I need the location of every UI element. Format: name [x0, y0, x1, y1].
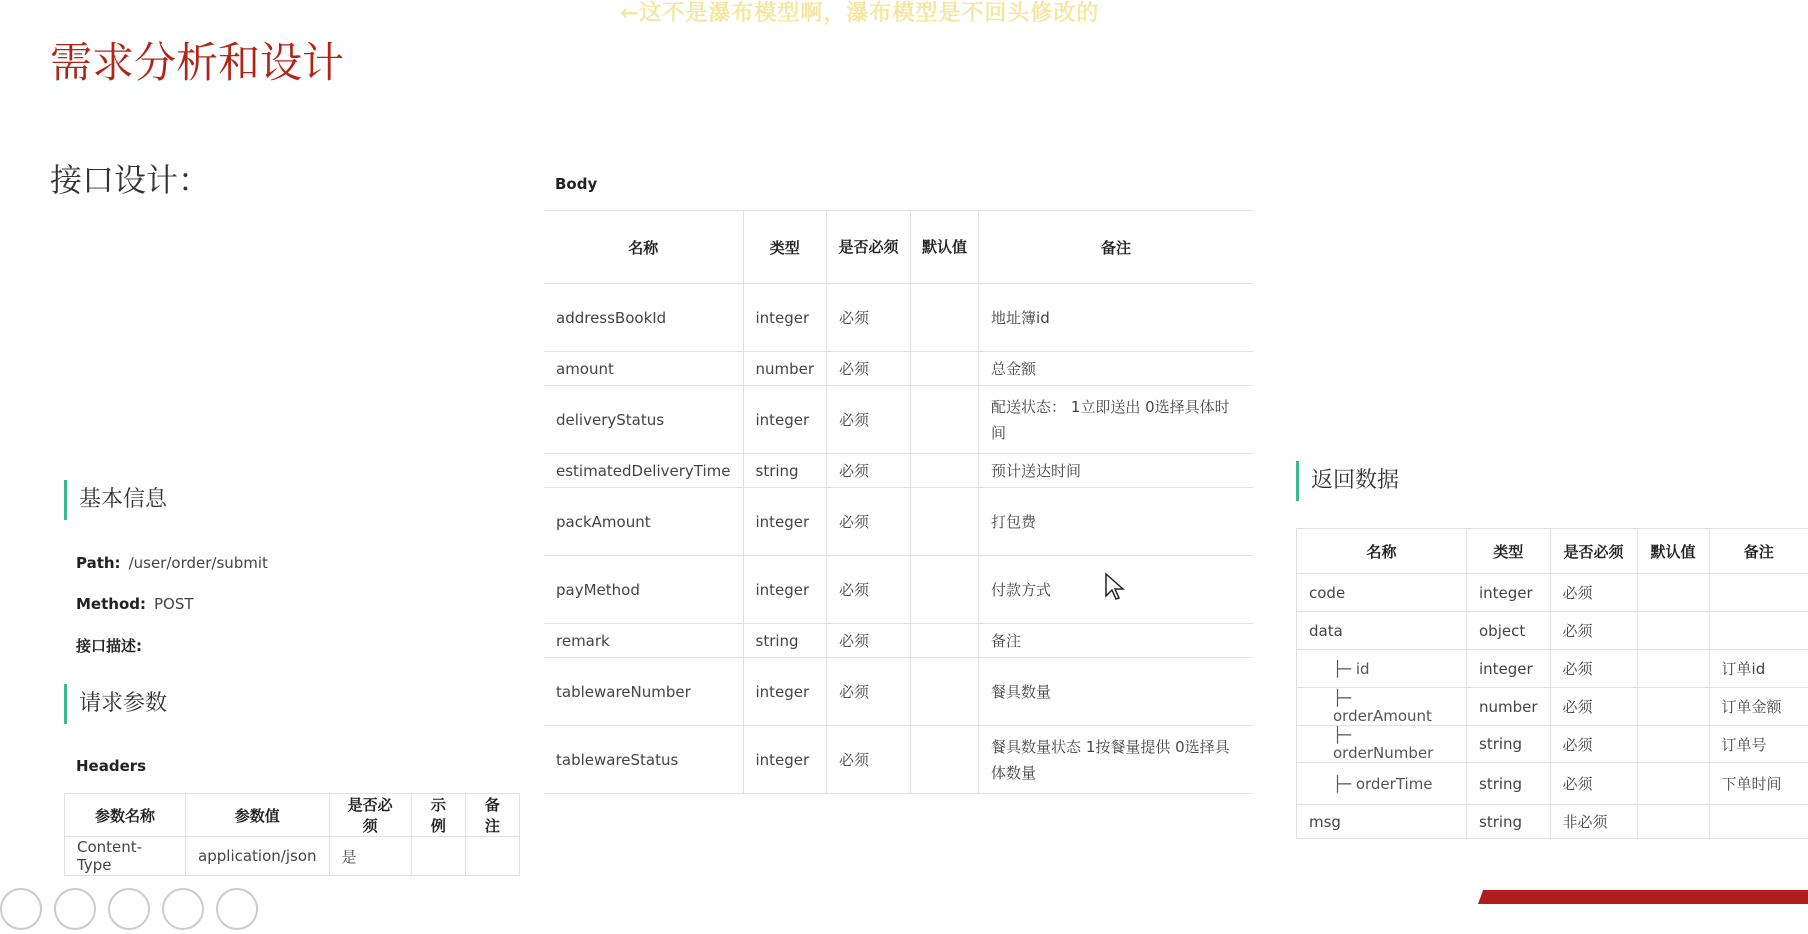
table-cell: msg	[1297, 805, 1467, 839]
table-cell: 必须	[827, 352, 911, 386]
more-icon[interactable]	[216, 888, 258, 930]
table-cell: 备注	[979, 624, 1253, 658]
column-header: 名称	[1297, 529, 1467, 574]
body-label: Body	[555, 175, 597, 193]
body-table	[544, 210, 1253, 794]
table-row	[544, 658, 1253, 726]
table-cell: 订单id	[1709, 650, 1808, 688]
column-header: 是否必须	[329, 794, 411, 837]
table-cell: data	[1297, 612, 1467, 650]
table-row	[65, 837, 520, 876]
table-cell: string	[1467, 805, 1551, 839]
table-cell	[1637, 726, 1709, 763]
table-row	[544, 454, 1253, 488]
desc-label: 接口描述:	[76, 635, 142, 656]
table-cell	[1709, 805, 1808, 839]
table-cell: 餐具数量	[979, 658, 1253, 726]
table-cell: number	[1467, 688, 1551, 726]
control-icon[interactable]	[0, 888, 42, 930]
column-header: 备注	[979, 211, 1253, 284]
table-cell: estimatedDeliveryTime	[544, 454, 743, 488]
table-row	[1297, 612, 1808, 650]
table-cell	[911, 284, 979, 352]
table-cell: 打包费	[979, 488, 1253, 556]
table-cell: packAmount	[544, 488, 743, 556]
table-row	[544, 284, 1253, 352]
table-cell	[911, 454, 979, 488]
table-cell: 必须	[827, 624, 911, 658]
table-cell: string	[743, 624, 827, 658]
table-cell: ├─ orderAmount	[1297, 688, 1467, 726]
video-subtitle: ←这不是瀑布模型啊，瀑布模型是不回头修改的	[620, 0, 1099, 27]
table-cell: integer	[743, 556, 827, 624]
table-cell: ├─ id	[1297, 650, 1467, 688]
table-cell: 必须	[827, 386, 911, 454]
table-cell: 非必须	[1550, 805, 1637, 839]
table-cell	[1637, 805, 1709, 839]
column-header: 名称	[544, 211, 743, 284]
table-row	[1297, 650, 1808, 688]
table-cell: integer	[743, 386, 827, 454]
table-cell: 付款方式	[979, 556, 1253, 624]
table-cell	[1637, 650, 1709, 688]
table-cell: 订单金额	[1709, 688, 1808, 726]
column-header: 默认值	[911, 211, 979, 284]
grid-icon[interactable]	[108, 888, 150, 930]
table-cell	[911, 624, 979, 658]
table-row	[544, 624, 1253, 658]
path-label: Path:	[76, 554, 121, 572]
table-cell	[911, 556, 979, 624]
table-cell: 必须	[1550, 650, 1637, 688]
table-cell: object	[1467, 612, 1551, 650]
table-cell: amount	[544, 352, 743, 386]
table-cell: 必须	[1550, 574, 1637, 612]
table-cell	[911, 352, 979, 386]
table-row	[1297, 574, 1808, 612]
table-cell: 必须	[827, 454, 911, 488]
table-row	[544, 726, 1253, 794]
column-header: 备注	[1709, 529, 1808, 574]
headers-label: Headers	[76, 757, 146, 775]
table-cell: integer	[743, 488, 827, 556]
table-cell: 必须	[1550, 726, 1637, 763]
table-cell: deliveryStatus	[544, 386, 743, 454]
table-cell: 餐具数量状态 1按餐量提供 0选择具体数量	[979, 726, 1253, 794]
pen-icon[interactable]	[54, 888, 96, 930]
table-cell: 订单号	[1709, 726, 1808, 763]
table-cell: 必须	[827, 556, 911, 624]
table-cell	[1637, 688, 1709, 726]
table-cell: 地址簿id	[979, 284, 1253, 352]
table-cell: string	[743, 454, 827, 488]
table-cell: 配送状态： 1立即送出 0选择具体时间	[979, 386, 1253, 454]
table-cell: 必须	[1550, 763, 1637, 805]
column-header: 是否必须	[827, 211, 911, 284]
table-cell	[911, 726, 979, 794]
mouse-cursor-icon	[1104, 572, 1126, 606]
table-row	[544, 556, 1253, 624]
table-cell	[1709, 574, 1808, 612]
table-cell	[1637, 574, 1709, 612]
method-value: POST	[154, 595, 194, 613]
table-row	[544, 386, 1253, 454]
table-cell: 必须	[827, 726, 911, 794]
table-cell: integer	[743, 658, 827, 726]
table-cell: 是	[329, 837, 411, 876]
table-row	[544, 488, 1253, 556]
table-cell: 必须	[827, 284, 911, 352]
table-cell: 必须	[827, 658, 911, 726]
table-cell: 预计送达时间	[979, 454, 1253, 488]
table-cell: string	[1467, 726, 1551, 763]
table-cell: 总金额	[979, 352, 1253, 386]
table-cell: Content-Type	[65, 837, 186, 876]
response-heading: 返回数据	[1296, 461, 1399, 501]
column-header: 默认值	[1637, 529, 1709, 574]
table-row	[1297, 688, 1808, 726]
table-cell: code	[1297, 574, 1467, 612]
table-cell: ├─ orderNumber	[1297, 726, 1467, 763]
table-cell	[911, 386, 979, 454]
table-cell: integer	[1467, 574, 1551, 612]
column-header: 备注	[465, 794, 519, 837]
table-cell: application/json	[186, 837, 329, 876]
table-cell: addressBookId	[544, 284, 743, 352]
table-row	[544, 352, 1253, 386]
response-table	[1296, 528, 1808, 839]
table-cell	[1709, 612, 1808, 650]
table-cell: 必须	[1550, 688, 1637, 726]
table-cell: integer	[743, 726, 827, 794]
slide-title: 需求分析和设计	[50, 30, 344, 90]
column-header: 类型	[1467, 529, 1551, 574]
table-cell: string	[1467, 763, 1551, 805]
table-cell	[911, 658, 979, 726]
path-value: /user/order/submit	[129, 554, 268, 572]
method-label: Method:	[76, 595, 146, 613]
table-row	[1297, 805, 1808, 839]
basic-info-heading: 基本信息	[64, 480, 167, 520]
column-header: 参数名称	[65, 794, 186, 837]
table-row	[1297, 726, 1808, 763]
table-cell: integer	[743, 284, 827, 352]
banner-strip	[1478, 890, 1808, 904]
section-title: 接口设计：	[50, 155, 210, 201]
table-cell: ├─ orderTime	[1297, 763, 1467, 805]
table-cell: 下单时间	[1709, 763, 1808, 805]
table-cell: remark	[544, 624, 743, 658]
table-cell: 必须	[827, 488, 911, 556]
column-header: 是否必须	[1550, 529, 1637, 574]
table-cell	[1637, 763, 1709, 805]
headers-table	[64, 793, 520, 876]
table-cell: payMethod	[544, 556, 743, 624]
table-cell: tablewareStatus	[544, 726, 743, 794]
path-line	[76, 554, 268, 572]
table-cell: 必须	[1550, 612, 1637, 650]
table-cell: number	[743, 352, 827, 386]
column-header: 类型	[743, 211, 827, 284]
method-line	[76, 595, 194, 613]
table-cell	[911, 488, 979, 556]
request-params-heading: 请求参数	[64, 684, 167, 724]
player-controls	[0, 888, 270, 934]
column-header: 示例	[411, 794, 465, 837]
table-row	[1297, 763, 1808, 805]
table-cell	[411, 837, 465, 876]
column-header: 参数值	[186, 794, 329, 837]
table-cell	[1637, 612, 1709, 650]
table-cell: integer	[1467, 650, 1551, 688]
table-cell	[465, 837, 519, 876]
zoom-icon[interactable]	[162, 888, 204, 930]
table-cell: tablewareNumber	[544, 658, 743, 726]
